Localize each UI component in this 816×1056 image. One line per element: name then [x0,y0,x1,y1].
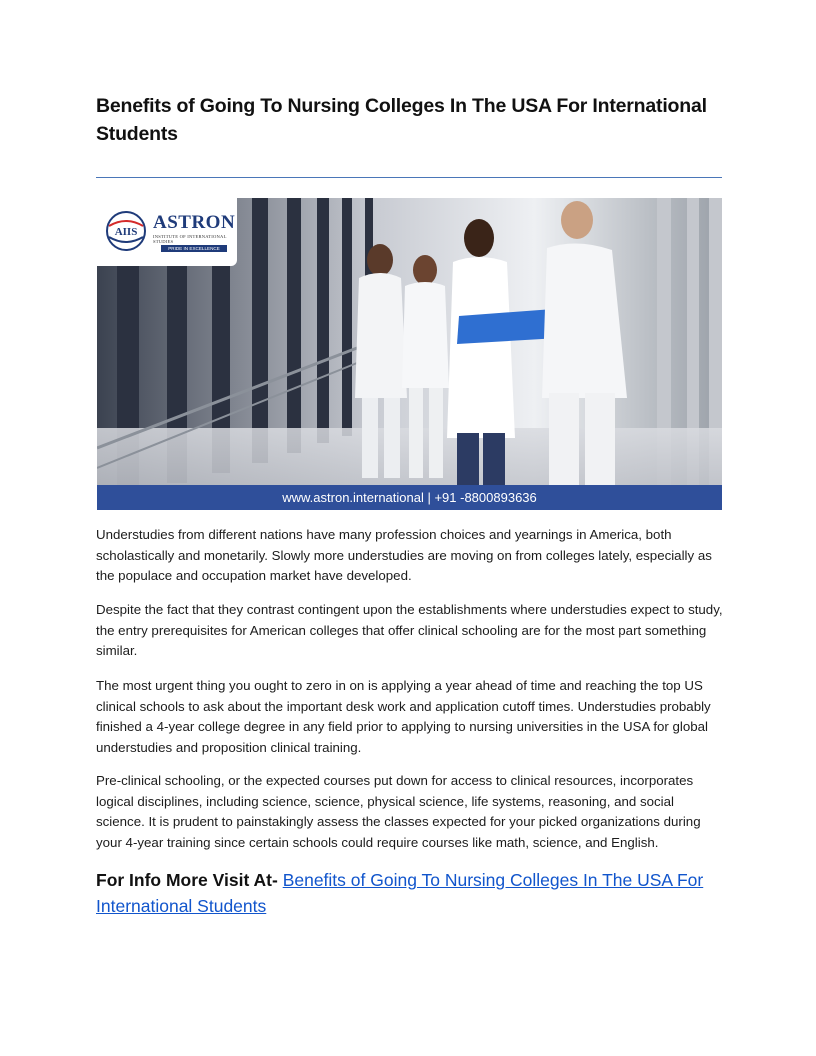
logo-tagline: PRIDE IN EXCELLENCE [161,245,227,252]
logo-subtitle: INSTITUTE OF INTERNATIONAL STUDIES [153,234,227,244]
logo-mark-text: AIIS [114,226,138,238]
logo-badge [97,198,237,266]
article-link[interactable]: Benefits of Going To Nursing Colleges In The USA For International Students [96,870,704,916]
title-divider [96,177,722,178]
paragraph-1: Understudies from different nations have many profession choices and yearnings in America, both scholastically and monetarily. Slowly more understudies are moving on from colleges lately, especially as the populace and occupation market have developed. [96,527,712,583]
paragraph-3: The most urgent thing you ought to zero in on is applying a year ahead of time and reaching the top US clinical schools to ask about the important desk work and application cutoff times. Understudies probably finished a 4-year college degree in any field prior to applying to nursing universities in the USA for global understudies and proposition clinical training. [96,678,711,755]
more-info-line [96,867,722,919]
paragraph-2: Despite the fact that they contrast contingent upon the establishments where understudies expect to study, the entry prerequisites for American colleges that offer clinical schooling are for the most part something similar. [96,602,723,658]
page-title: Benefits of Going To Nursing Colleges In The USA For International Students [96,95,707,145]
hero-image [97,198,722,510]
more-info-label: For Info More Visit At- [96,870,278,890]
globe-logo-icon [105,210,147,252]
contact-banner: www.astron.international | +91 -8800893636 [97,485,722,510]
logo-name: ASTRON [153,212,236,233]
paragraph-4: Pre-clinical schooling, or the expected courses put down for access to clinical resources, incorporates logical disciplines, including science, science, physical science, life systems, reasoning, and social science. It is prudent to painstakingly assess the classes expected for your picked organizations during your 4-year training since certain schools could require courses like math, science, and English. [96,773,701,850]
